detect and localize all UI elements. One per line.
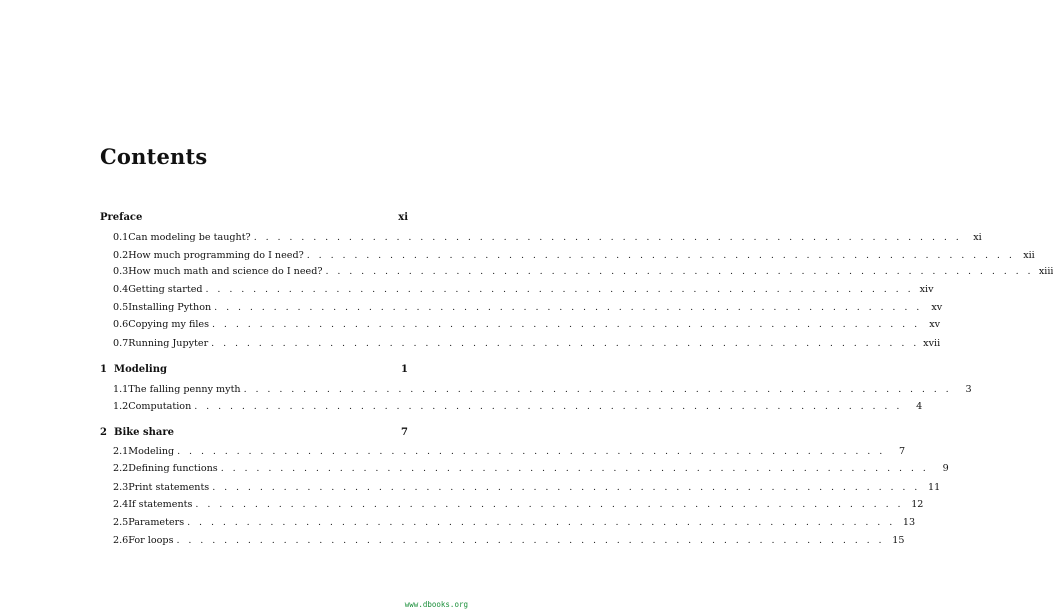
dot-leader: . . . . . . . . . . . . . . . . . . . . . . . . . . . . . . . . . . . . . . . . . . . . . . . . . . . . . . . . . . . . xyxy=(325,266,1034,277)
toc-section-entry[interactable] xyxy=(100,249,1035,263)
toc-section-entry[interactable] xyxy=(100,445,906,459)
toc-entry-page: xv xyxy=(929,319,941,330)
dot-leader: . . . . . . . . . . . . . . . . . . . . . . . . . . . . . . . . . . . . . . . . . . . . . . . . . . . . . . . . . . . . xyxy=(195,499,904,510)
toc-entry-title: Modeling xyxy=(128,446,175,457)
toc-entry-page: xv xyxy=(931,302,943,313)
dot-leader: . . . . . . . . . . . . . . . . . . . . . . . . . . . . . . . . . . . . . . . . . . . . . . . . . . . . . . . . . . . . xyxy=(212,482,921,493)
toc-entry-title: The falling penny myth xyxy=(128,384,241,395)
toc-section-entry[interactable] xyxy=(100,318,941,332)
toc-entry-number: 2.6 xyxy=(113,535,129,546)
toc-entry-title: Parameters xyxy=(128,517,185,528)
toc-entry-number: 2.1 xyxy=(113,446,129,457)
toc-entry-number: 0.3 xyxy=(113,266,129,277)
toc-entry-title: Bike share xyxy=(114,427,175,438)
dot-leader: . . . . . . . . . . . . . . . . . . . . . . . . . . . . . . . . . . . . . . . . . . . . . . . . . . . . . . . . . . . . xyxy=(214,302,923,313)
toc-entry-number: 2 xyxy=(100,427,107,438)
toc-chapter-entry[interactable] xyxy=(100,426,408,440)
toc-entry-title: Modeling xyxy=(114,364,167,375)
dot-leader: . . . . . . . . . . . . . . . . . . . . . . . . . . . . . . . . . . . . . . . . . . . . . . . . . . . . . . . . . . . . xyxy=(220,463,929,474)
toc-entry-page: xiv xyxy=(919,284,934,295)
toc-entry-number: 1.1 xyxy=(113,384,129,395)
dot-leader: . . . . . . . . . . . . . . . . . . . . . . . . . . . . . . . . . . . . . . . . . . . . . . . . . . . . . . . . . . . . xyxy=(176,535,885,546)
toc-entry-number: 2.2 xyxy=(113,463,129,474)
toc-entry-page: xvii xyxy=(923,338,941,349)
toc-entry-number: 0.5 xyxy=(113,302,129,313)
toc-section-entry[interactable] xyxy=(100,481,941,495)
toc-entry-number: 1.2 xyxy=(113,401,129,412)
dot-leader: . . . . . . . . . . . . . . . . . . . . . . . . . . . . . . . . . . . . . . . . . . . . . . . . . . . . . . . . . . . . xyxy=(205,284,914,295)
toc-entry-page: 4 xyxy=(916,401,923,412)
toc-entry-title: If statements xyxy=(128,499,193,510)
dot-leader: . . . . . . . . . . . . . . . . . . . . . . . . . . . . . . . . . . . . . . . . . . . . . . . . . . . . . . . . . . . . xyxy=(177,446,886,457)
toc-entry-number: 0.6 xyxy=(113,319,129,330)
toc-section-entry[interactable] xyxy=(100,498,924,512)
toc-entry-number: 2.3 xyxy=(113,482,129,493)
toc-section-entry[interactable] xyxy=(100,231,982,245)
toc-entry-number: 2.4 xyxy=(113,499,129,510)
toc-entry-title: Computation xyxy=(128,401,192,412)
toc-section-entry[interactable] xyxy=(100,383,972,397)
toc-entry-title: Can modeling be taught? xyxy=(128,232,251,243)
toc-entry-page: 1 xyxy=(401,364,408,375)
dot-leader: . . . . . . . . . . . . . . . . . . . . . . . . . . . . . . . . . . . . . . . . . . . . . . . . . . . . . . . . . . . . xyxy=(243,384,952,395)
toc-entry-page: 7 xyxy=(401,427,408,438)
toc-entry-page: 12 xyxy=(911,499,924,510)
dot-leader: . . . . . . . . . . . . . . . . . . . . . . . . . . . . . . . . . . . . . . . . . . . . . . . . . . . . . . . . . . . . xyxy=(187,517,896,528)
toc-entry-title: Print statements xyxy=(128,482,210,493)
toc-entry-page: xi xyxy=(973,232,982,243)
toc-entry-page: xi xyxy=(398,212,408,223)
toc-chapter-entry[interactable] xyxy=(100,363,408,377)
toc-section-entry[interactable] xyxy=(100,283,934,297)
toc-entry-title: Preface xyxy=(100,212,143,223)
toc-entry-title: Defining functions xyxy=(128,463,218,474)
toc-entry-number: 0.1 xyxy=(113,232,129,243)
toc-section-entry[interactable] xyxy=(100,301,943,315)
watermark-link[interactable]: www.dbooks.org xyxy=(404,600,468,609)
dot-leader: . . . . . . . . . . . . . . . . . . . . . . . . . . . . . . . . . . . . . . . . . . . . . . . . . . . . . . . . . . . . xyxy=(212,319,921,330)
toc-entry-title: Running Jupyter xyxy=(128,338,209,349)
toc-entry-page: 7 xyxy=(899,446,906,457)
dot-leader: . . . . . . . . . . . . . . . . . . . . . . . . . . . . . . . . . . . . . . . . . . . . . . . . . . . . . . . . . . . . xyxy=(253,232,962,243)
toc-entry-title: Copying my files xyxy=(128,319,210,330)
toc-entry-page: 15 xyxy=(892,535,905,546)
toc-entry-number: 2.5 xyxy=(113,517,129,528)
dot-leader: . . . . . . . . . . . . . . . . . . . . . . . . . . . . . . . . . . . . . . . . . . . . . . . . . . . . . . . . . . . . xyxy=(306,250,1015,261)
toc-section-entry[interactable] xyxy=(100,534,905,548)
toc-section-entry[interactable] xyxy=(100,337,941,351)
toc-section-entry[interactable] xyxy=(100,400,923,414)
toc-entry-title: How much math and science do I need? xyxy=(128,266,323,277)
toc-chapter-entry[interactable] xyxy=(100,211,408,225)
toc-entry-title: For loops xyxy=(128,535,174,546)
toc-section-entry[interactable] xyxy=(100,516,916,530)
toc-entry-page: 11 xyxy=(928,482,941,493)
toc-entry-title: Installing Python xyxy=(128,302,212,313)
toc-entry-number: 0.7 xyxy=(113,338,129,349)
toc-entry-number: 0.4 xyxy=(113,284,129,295)
toc-entry-title: Getting started xyxy=(128,284,203,295)
toc-entry-page: xiii xyxy=(1038,266,1053,277)
toc-entry-number: 0.2 xyxy=(113,250,129,261)
toc-section-entry[interactable] xyxy=(100,462,949,476)
toc-entry-page: xii xyxy=(1023,250,1035,261)
page-title: Contents xyxy=(100,144,208,169)
toc-entry-page: 13 xyxy=(902,517,916,528)
dot-leader: . . . . . . . . . . . . . . . . . . . . . . . . . . . . . . . . . . . . . . . . . . . . . . . . . . . . . . . . . . . . xyxy=(194,401,903,412)
toc-entry-number: 1 xyxy=(100,364,107,375)
toc-entry-title: How much programming do I need? xyxy=(128,250,304,261)
toc-entry-page: 3 xyxy=(965,384,972,395)
toc-entry-page: 9 xyxy=(942,463,949,474)
toc-section-entry[interactable] xyxy=(100,265,1053,279)
dot-leader: . . . . . . . . . . . . . . . . . . . . . . . . . . . . . . . . . . . . . . . . . . . . . . . . . . . . . . . . . . . . xyxy=(211,338,920,349)
